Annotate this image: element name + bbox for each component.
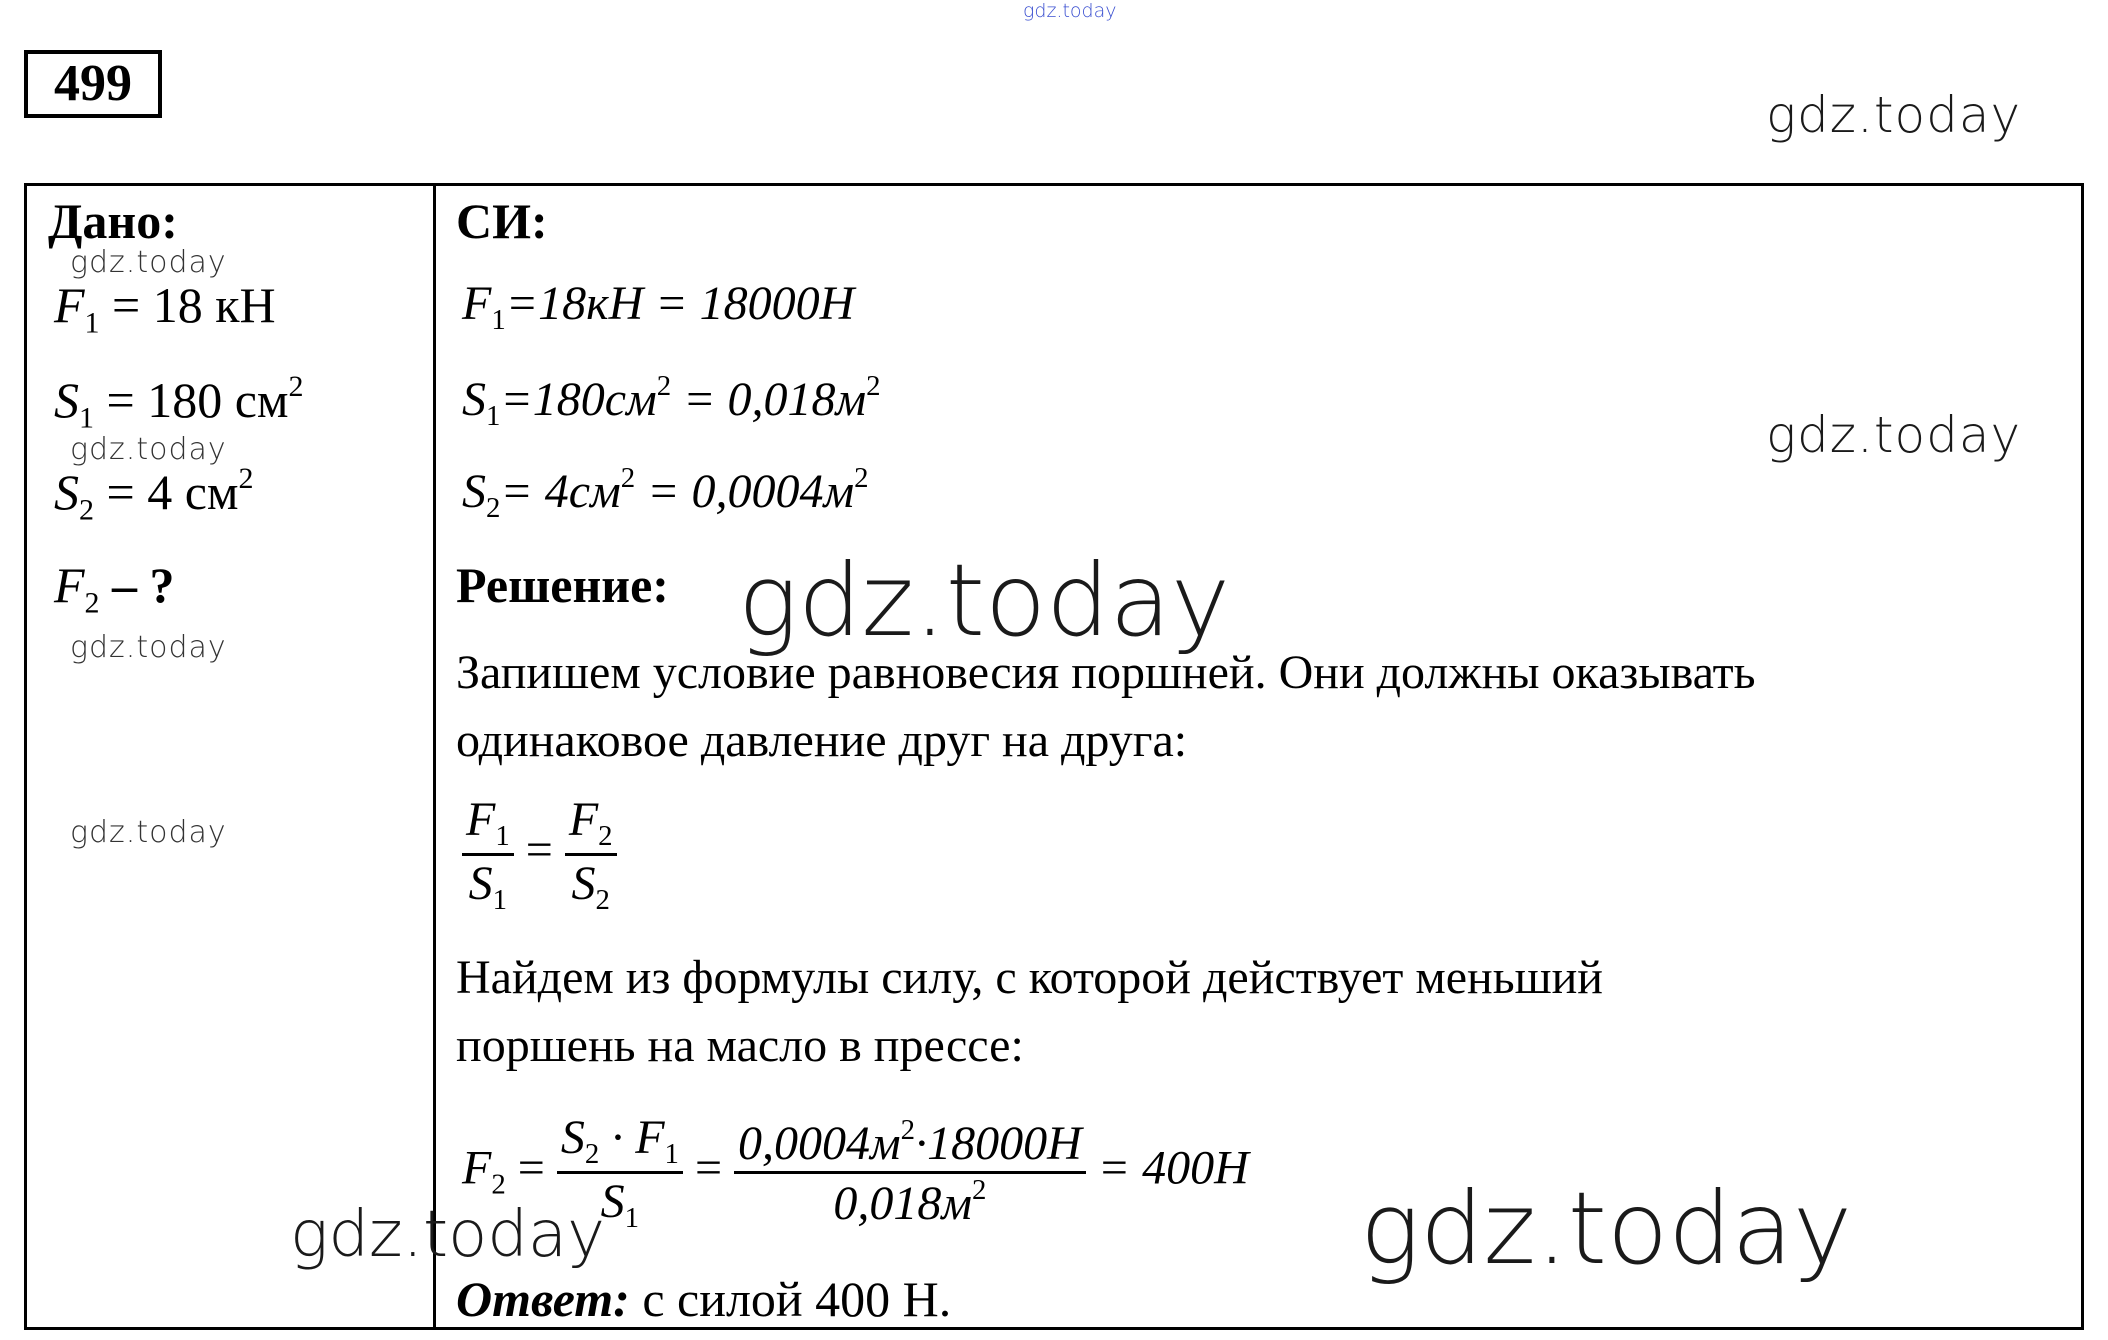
si-s1: $S_1=180см^2 = 0,018м^2$ (462, 370, 881, 433)
problem-number: 499 (24, 50, 162, 118)
solution-heading: Решение: (456, 557, 669, 613)
solution-text-1-line-1: Запишем условие равновесия поршней. Они должны оказывать (456, 646, 1756, 699)
answer: Ответ: с силой 400 Н. (456, 1271, 952, 1327)
watermark-given-1: gdz.today (70, 245, 227, 280)
si-heading: СИ: (456, 193, 548, 249)
given-heading: Дано: (48, 193, 178, 249)
given-s1: $S_1 = 180$ $см^2$ (54, 370, 304, 435)
solution-text-1-line-2: одинаковое давление друг на друга: (456, 714, 1188, 767)
watermark-right-top: gdz.today (1766, 86, 2022, 144)
watermark-solution-big: gdz.today (738, 542, 1231, 659)
given-s2: $S_2 = 4$ $см^2$ (54, 462, 254, 527)
si-f1: $F_1=18кН = 18000Н$ (462, 277, 855, 337)
watermark-bottom-right: gdz.today (1360, 1170, 1853, 1287)
solution-text-2-line-2: поршень на масло в прессе: (456, 1019, 1024, 1072)
watermark-right-mid: gdz.today (1766, 406, 2022, 464)
given-f1: $F_1 = 18$ кН (54, 277, 276, 340)
watermark-given-3: gdz.today (70, 630, 227, 665)
watermark-given-4: gdz.today (70, 815, 227, 850)
watermark-given-2: gdz.today (70, 432, 227, 467)
si-s2: $S_2= 4см^2 = 0,0004м^2$ (462, 462, 869, 525)
equation-force: $F_2$ = $\frac{S_2 \cdot F_1}{S_1}$ = $\frac{0,0004м^2\cdot 18000Н}{0,018м^2}$ = 400Н (462, 1111, 1249, 1235)
given-find: $F_2$ – ? (54, 557, 175, 620)
column-divider (433, 183, 436, 1330)
watermark-top: gdz.today (1023, 0, 1117, 22)
solution-text-2-line-1: Найдем из формулы силу, с которой действует меньший (456, 951, 1603, 1004)
watermark-bottom-left: gdz.today (290, 1198, 605, 1272)
equation-equilibrium: $\frac{F_1}{S_1}$ = $\frac{F_2}{S_2}$ (462, 792, 617, 917)
